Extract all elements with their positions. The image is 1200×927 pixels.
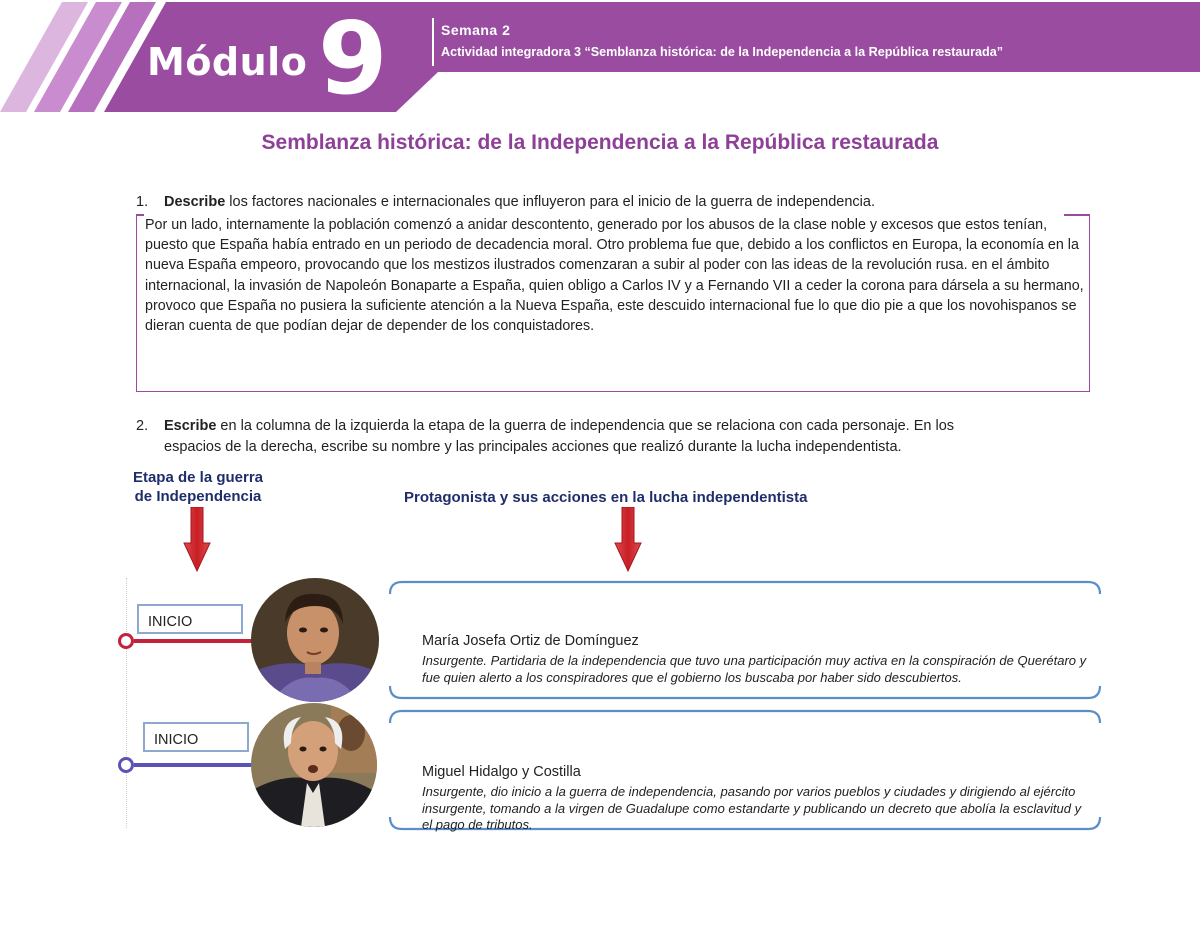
question-2-number: 2. — [136, 418, 149, 434]
week-label: Semana 2 — [441, 22, 511, 38]
header-banner — [0, 0, 1200, 115]
protagonist-actions-2: Insurgente, dio inicio a la guerra de independencia, pasando por varios pueblos y ciudades y dirigiendo al ejército insurgente, tomando a la virgen de Guadalupe como estandarte y publicando un decreto que abolía la esclavitud y el pago de tributos. — [422, 784, 1082, 832]
stage-column-heading — [118, 468, 278, 506]
stage-input-1[interactable]: INICIO — [137, 604, 243, 634]
question-2 — [136, 416, 1086, 458]
question-1-keyword: Describe — [164, 194, 226, 210]
down-arrow-icon — [183, 507, 211, 573]
stage-heading-line1: Etapa de la guerra — [132, 469, 264, 486]
header-divider — [432, 18, 434, 66]
activity-title: Actividad integradora 3 “Semblanza histórica: de la Independencia a la República restaurada” — [441, 45, 1003, 59]
timeline-axis — [126, 578, 128, 828]
page-title: Semblanza histórica: de la Independencia a la República restaurada — [261, 131, 939, 154]
question-2-line1: en la columna de la izquierda la etapa de la guerra de independencia que se relaciona con cada personaje. En los — [216, 418, 955, 434]
module-number: 9 — [318, 0, 388, 117]
answer-1-text: Por un lado, internamente la población comenzó a anidar descontento, generado por los abusos de la clase noble y excesos que estos tenían, puesto que España había entrado en un periodo de decadencia moral. Otro problema fue que, debido a los conflictos en Europa, la economía en la nueva España empeoro, provocando que los mestizos ilustrados comenzaran a subir al poder con las ideas de la revolución rusa. en el ámbito internacional, la invasión de Napoleón Bonaparte a España, quien obligo a Carlos IV y a Fernando VII a ceder la corona para dársela a su hermano, provoco que España no pusiera la suficiente atención a la Nueva España, este descuido internacional fue lo que dio pie a que los novohispanos se dieran cuenta de que podían dejar de depender de los conquistadores. — [145, 217, 1084, 335]
protagonist-name-1: María Josefa Ortiz de Domínguez — [422, 633, 639, 649]
portrait-man-icon — [251, 703, 377, 827]
portrait-woman-icon — [251, 578, 379, 702]
protagonist-name-2: Miguel Hidalgo y Costilla — [422, 764, 581, 780]
question-2-keyword: Escribe — [164, 418, 217, 434]
answer-box-corner-left — [136, 214, 144, 216]
timeline-connector-2 — [116, 754, 266, 776]
question-1-number: 1. — [136, 194, 149, 210]
protagonist-actions-1: Insurgente. Partidaria de la independencia que tuvo una participación muy activa en la conspiración de Querétaro y fue quien alerto a los conspiradores que el gobierno los buscaba por haber sido descubiertos. — [422, 653, 1087, 685]
question-2-line2: espacios de la derecha, escribe su nombre y las principales acciones que realizó durante la lucha independentista. — [164, 439, 902, 455]
protagonist-column-heading: Protagonista y sus acciones en la lucha independentista — [404, 489, 808, 506]
question-1 — [136, 194, 875, 210]
question-1-text: los factores nacionales e internacionales que influyeron para el inicio de la guerra de independencia. — [225, 194, 875, 210]
module-label: Módulo — [147, 40, 308, 84]
stage-heading-line2: de Independencia — [134, 488, 262, 505]
down-arrow-icon — [614, 507, 642, 573]
stage-input-2[interactable]: INICIO — [143, 722, 249, 752]
